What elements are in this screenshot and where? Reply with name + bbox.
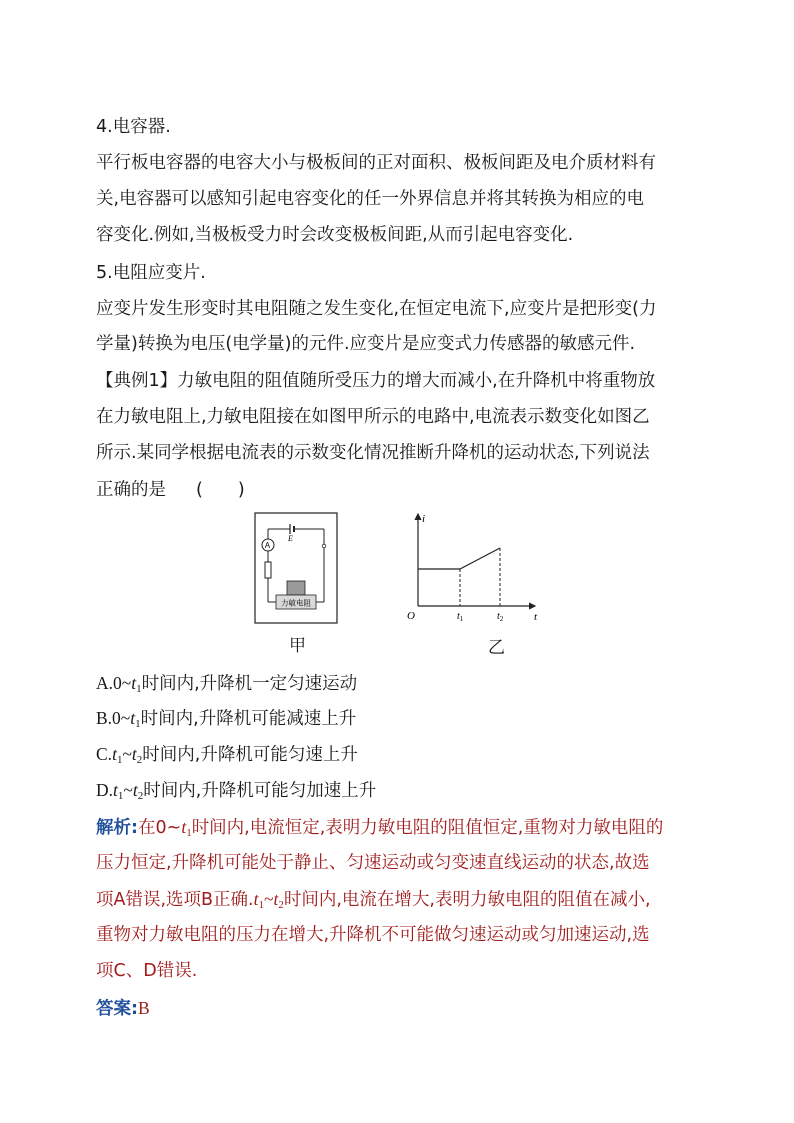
- current-time-graph: [404, 508, 544, 628]
- example-line-1: [96, 370, 655, 392]
- origin-label: O: [407, 610, 415, 622]
- answer-line: [96, 997, 150, 1020]
- ammeter-label: A: [264, 541, 271, 550]
- option-c: $C.t_1\sim t_2$时间内,升降机可能匀速上升: [96, 744, 358, 766]
- section-5-title: 5.电阻应变片.: [96, 263, 206, 283]
- option-a: $A.0\sim t_1$时间内,升降机一定匀速运动: [96, 673, 358, 695]
- segment-increasing: [460, 548, 500, 569]
- section-4-line-1: 平行板电容器的电容大小与极板间的正对面积、极板间距及电介质材料有: [96, 153, 656, 173]
- answer-label: 答案:: [96, 999, 138, 1019]
- t2-tick-label: $t_2$: [497, 611, 504, 623]
- example-line-4: [96, 479, 245, 501]
- analysis-label: 解析:: [96, 818, 138, 838]
- y-axis-label: i: [422, 513, 426, 525]
- analysis-line-4: 重物对力敏电阻的压力在增大,升降机不可能做匀速运动或匀加速运动,选: [96, 925, 650, 945]
- data-line: [418, 548, 500, 569]
- weight-block: [287, 581, 305, 595]
- analysis-line-5: 项C、D错误.: [96, 961, 198, 981]
- emf-label: E: [288, 534, 293, 543]
- section-5-line-2: 学量)转换为电压(电学量)的元件.应变片是应变式力传感器的敏感元件.: [96, 334, 636, 354]
- option-d: $D.t_1\sim t_2$时间内,升降机可能匀加速上升: [96, 780, 377, 802]
- circuit-diagram: [254, 512, 338, 624]
- section-4-line-3: 容变化.例如,当极板受力时会改变极板间距,从而引起电容变化.: [96, 225, 574, 245]
- x-axis-label: t: [534, 611, 538, 623]
- answer-blank: ( ): [196, 480, 245, 500]
- analysis-line-1: 解析:在$0\sim t_1$时间内,电流恒定,表明力敏电阻的阻值恒定,重物对力敏电阻的: [96, 817, 664, 839]
- example-line-2: 在力敏电阻上,力敏电阻接在如图甲所示的电路中,电流表示数变化如图乙: [96, 407, 650, 427]
- t1-tick-label: $t_1$: [457, 611, 464, 623]
- section-4-title: 4.电容器.: [96, 117, 171, 137]
- section-5-line-1: 应变片发生形变时其电阻随之发生变化,在恒定电流下,应变片是把形变(力: [96, 299, 657, 319]
- analysis-line-3: 项A错误,选项B正确$.t_1\sim t_2$时间内,电流在增大,表明力敏电阻的阻值在减小,: [96, 889, 651, 911]
- example-line-3: 所示.某同学根据电流表的示数变化情况推断升降机的运动状态,下列说法: [96, 443, 650, 463]
- analysis-line-2: 压力恒定,升降机可能处于静止、匀速运动或匀变速直线运动的状态,故选: [96, 853, 650, 873]
- section-4-line-2: 关,电容器可以感知引起电容变化的任一外界信息并将其转换为相应的电: [96, 189, 645, 209]
- example-text-4: 正确的是: [96, 480, 166, 500]
- resistor-icon: [265, 562, 271, 578]
- option-b: $B.0\sim t_1$时间内,升降机可能减速上升: [96, 708, 357, 730]
- answer-value: B: [138, 998, 150, 1018]
- example-tag: 【典例1】: [96, 371, 178, 391]
- example-text-1: 力敏电阻的阻值随所受压力的增大而减小,在升降机中将重物放: [177, 371, 656, 391]
- figure-a-caption: 甲: [289, 636, 306, 656]
- switch-contact: [322, 544, 326, 548]
- figure-b-caption: 乙: [488, 638, 505, 658]
- resistor-label: 力敏电阻: [281, 598, 311, 608]
